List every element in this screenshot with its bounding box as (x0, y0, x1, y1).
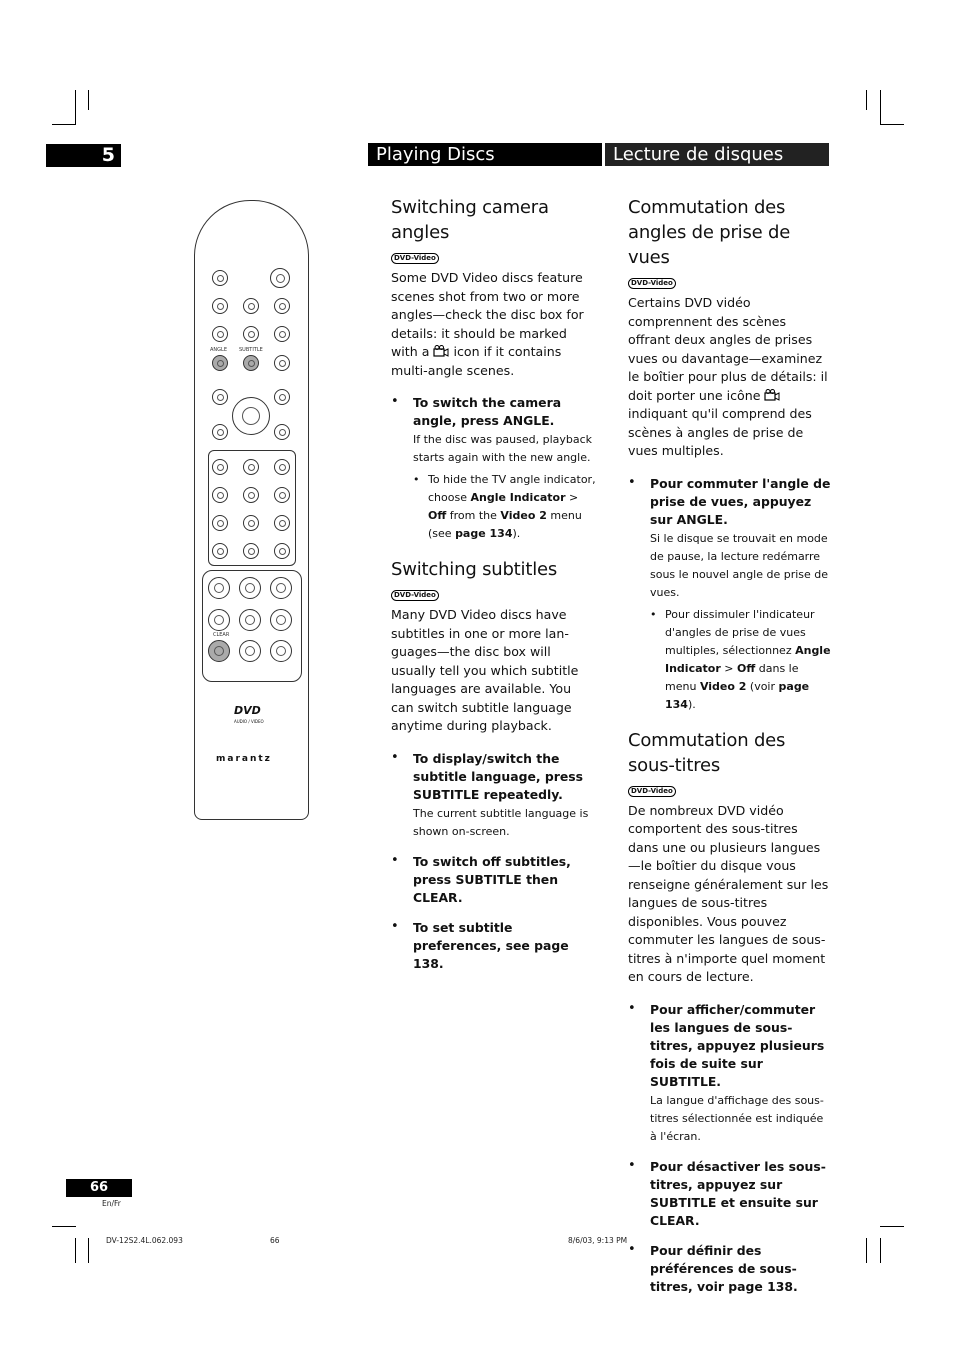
page-number: 66 (66, 1179, 132, 1197)
crop-mark (75, 1238, 76, 1263)
crop-mark (75, 90, 76, 125)
text: (voir (746, 679, 779, 693)
number-button (239, 640, 261, 662)
subtitle-off-en: • To switch off subtitles, press SUBTITLE then CLEAR. (413, 853, 571, 905)
doc-code: DV-12S2.4L.062.093 (106, 1236, 183, 1245)
subtitles-title-en: Switching subtitles (391, 559, 558, 580)
camera-note-en: If the disc was paused, playback starts again with the new angle. (413, 433, 593, 464)
remote-button (212, 326, 228, 342)
angle-button (212, 355, 228, 371)
intro-text: icon if it contains multi-angle scenes. (391, 344, 562, 378)
remote-button (243, 543, 259, 559)
text: Angle Indicator (470, 491, 566, 504)
crop-mark (880, 1226, 904, 1227)
camera-intro-fr (628, 294, 831, 461)
subtitles-title-fr: Commutation des sous-titres (628, 729, 786, 776)
subtitle-bullet-fr: • Pour afficher/commuter les langues de sous-titres, appuyez plusieurs fois de suite sur SUBTITLE. (650, 1001, 825, 1089)
number-button (208, 609, 230, 631)
remote-button (243, 459, 259, 475)
camera-subnote-fr (650, 606, 831, 714)
remote-button (274, 355, 290, 371)
remote-button (212, 298, 228, 314)
text: page 134 (455, 527, 513, 540)
angle-label: ANGLE (210, 347, 227, 353)
crop-mark (88, 90, 89, 110)
list-item (391, 394, 596, 543)
subtitle-pref-fr: • Pour définir des préférences de sous-titres, voir page 138. (650, 1242, 798, 1294)
text: page 134 (665, 679, 810, 711)
number-button (208, 577, 230, 599)
remote-button (212, 270, 228, 286)
french-column (628, 195, 831, 1308)
remote-button (274, 487, 290, 503)
dpad (232, 397, 270, 435)
remote-control-illustration (194, 200, 309, 820)
list-item (391, 853, 596, 907)
remote-button (212, 389, 228, 405)
remote-button (212, 487, 228, 503)
list-item (628, 1001, 831, 1146)
camera-note-fr: Si le disque se trouvait en mode de pause, la lecture redémarre sous le nouvel angle de prise de vues. (650, 531, 829, 599)
remote-button (243, 487, 259, 503)
header-title-en: Playing Discs (368, 143, 602, 166)
remote-button (274, 515, 290, 531)
camera-title-fr: Commutation des angles de prise de vues (628, 197, 791, 268)
doc-page: 66 (270, 1236, 280, 1245)
crop-mark (880, 1238, 881, 1263)
chapter-number: 5 (46, 144, 121, 167)
text: Angle Indicator (665, 643, 831, 675)
text: > (720, 661, 737, 675)
list-item (391, 919, 596, 973)
remote-button (274, 543, 290, 559)
subtitle-button (243, 355, 259, 371)
camera-title-en: Switching camera angles (391, 197, 549, 243)
multi-angle-camera-icon (433, 345, 449, 357)
text: Off (428, 509, 447, 522)
remote-button (212, 543, 228, 559)
camera-intro-en (391, 269, 596, 380)
remote-button (212, 459, 228, 475)
dvd-video-badge: DVD-Video (391, 590, 439, 601)
dvd-video-badge: DVD-Video (391, 253, 439, 264)
remote-button (274, 389, 290, 405)
number-button (239, 609, 261, 631)
list-item (628, 1242, 831, 1296)
dvd-video-badge: DVD-Video (628, 278, 676, 289)
crop-mark (52, 1226, 76, 1227)
list-item (628, 475, 831, 714)
subtitle-pref-en: • To set subtitle preferences, see page 138. (413, 919, 569, 971)
english-column (391, 195, 596, 985)
text: To hide the TV angle indicator, choose (428, 473, 596, 504)
remote-button (274, 326, 290, 342)
crop-mark (52, 124, 76, 125)
crop-mark (880, 90, 881, 125)
remote-button (212, 424, 228, 440)
clear-label: CLEAR (213, 632, 230, 638)
number-button (270, 609, 292, 631)
text: Off (736, 661, 756, 675)
remote-button (274, 424, 290, 440)
list-item (391, 750, 596, 841)
crop-mark (866, 90, 867, 110)
remote-button (212, 515, 228, 531)
page-language: En/Fr (102, 1199, 121, 1208)
subtitles-intro-fr: De nombreux DVD vidéo comportent des sous-titres dans une ou plusieurs langues—le boîtier du disque vous renseigne généralement sur les langues de sous-titres disponibles. Vous pouvez commuter les langues de sous-titres à n'importe quel moment en cours de lecture. (628, 802, 829, 984)
subtitle-off-fr: • Pour désactiver les sous-titres, appuyez sur SUBTITLE et ensuite sur CLEAR. (650, 1158, 826, 1228)
text: Video 2 (500, 509, 547, 522)
text: > (565, 491, 579, 504)
remote-button (243, 515, 259, 531)
crop-mark (866, 1238, 867, 1263)
subtitle-label: SUBTITLE (239, 347, 263, 353)
remote-button (274, 298, 290, 314)
number-button (270, 577, 292, 599)
camera-bullet-fr: • Pour commuter l'angle de prise de vues, appuyez sur ANGLE. (650, 475, 831, 527)
clear-button (208, 640, 230, 662)
crop-mark (880, 124, 904, 125)
text: Video 2 (699, 679, 747, 693)
subtitle-bullet-en: • To display/switch the subtitle language, press SUBTITLE repeatedly. (413, 750, 584, 802)
doc-timestamp: 8/6/03, 9:13 PM (568, 1236, 628, 1245)
intro-text: indiquant qu'il comprend des scènes à angles de prise de vues multiples. (628, 406, 812, 458)
number-button (270, 640, 292, 662)
text: ). (687, 697, 696, 711)
header-title-fr: Lecture de disques (605, 143, 829, 166)
remote-button (270, 268, 290, 288)
text: from the (446, 509, 501, 522)
subtitle-note-en: The current subtitle language is shown on-screen. (413, 806, 589, 838)
multi-angle-camera-icon (764, 389, 780, 401)
crop-mark (88, 1238, 89, 1263)
text: dans le menu (665, 661, 799, 693)
text: menu (see (428, 509, 582, 540)
dvd-video-badge: DVD-Video (628, 786, 676, 797)
remote-button (243, 326, 259, 342)
subtitle-note-fr: La langue d'affichage des sous-titres sélectionnée est indiquée à l'écran. (650, 1093, 824, 1143)
intro-text: Some DVD Video discs feature scenes shot from two or more angles—check the disc box for details: it should be marked with a (391, 270, 584, 359)
camera-bullet-en: • To switch the camera angle, press ANGLE. (413, 395, 562, 428)
brand-logo: marantz (216, 754, 272, 764)
subtitles-intro-en: Many DVD Video discs have subtitles in one or more lan-guages—the disc box will usually tell you which subtitle languages are available. You can switch subtitle language anytime during playback. (391, 607, 579, 733)
remote-button (243, 298, 259, 314)
list-item (628, 1158, 831, 1230)
intro-text: Certains DVD vidéo comprennent des scènes offrant deux angles de prises vues ou davantage—examinez le boîtier pour plus de détails: il doit porter une icône (628, 295, 828, 403)
number-button (239, 577, 261, 599)
dvd-logo: DVD (234, 704, 261, 717)
dvd-logo-sub: AUDIO / VIDEO (234, 719, 264, 724)
camera-subnote-en (413, 471, 596, 543)
text: ). (512, 527, 521, 540)
text: Pour dissimuler l'indicateur d'angles de prise de vues multiples, sélectionnez (665, 607, 815, 657)
remote-button (274, 459, 290, 475)
